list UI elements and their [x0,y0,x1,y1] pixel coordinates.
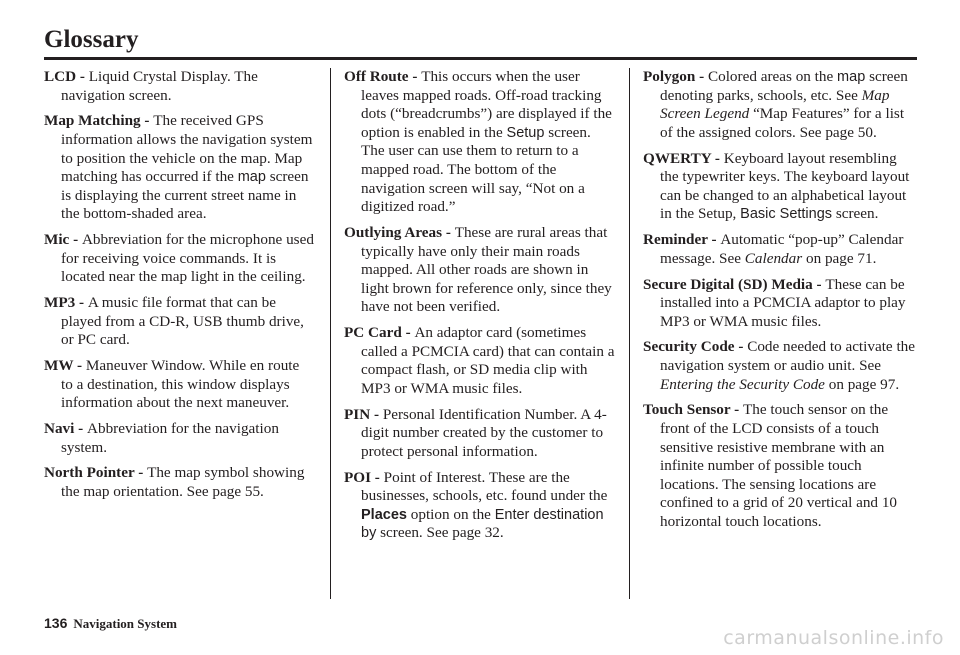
term-label: Navi - [44,420,88,438]
reference-title: Calendar [744,249,803,267]
glossary-entry-off-route [344,68,616,217]
glossary-entry-poi [344,469,616,543]
definition-text: screen. See page 32. [376,524,504,542]
glossary-entry-reminder [643,231,918,268]
definition-text: option on the [406,505,495,523]
glossary-entry-pin [344,406,616,462]
definition-text: These can be installed into a PCMCIA adaptor to play MP3 or WMA music files. [660,275,906,330]
glossary-column-1 [44,68,314,509]
screen-name: Places [361,506,407,523]
definition-text: Colored areas on the [707,68,838,85]
definition-text: Liquid Crystal Display. The navigation screen. [61,68,258,104]
term-label: Security Code - [643,338,748,356]
definition-text: The map symbol showing the map orientation. See page 55. [61,464,305,500]
definition-text: Maneuver Window. While en route to a destination, this window displays information about the next maneuver. [61,357,300,412]
glossary-entry-security-code [643,338,918,394]
definition-text: Automatic “pop-up” Calendar message. See [660,231,904,267]
definition-text: This occurs when the user leaves mapped roads. Off-road tracking dots (“breadcrumbs”) are displayed if the option is enabled in the [361,68,612,141]
screen-name: Basic Settings [740,206,833,223]
screen-name: Enter destination by [361,506,604,542]
definition-text: These are rural areas that typically have only their main roads mapped. All other roads are shown in light brown for reference only, since they have not been verified. [361,223,612,316]
definition-text: on page 71. [802,249,877,267]
title-rule [44,57,917,60]
definition-text: screen. [832,205,879,223]
definition-text: A music file format that can be played from a CD-R, USB thumb drive, or PC card. [61,294,304,349]
glossary-entry-mp3 [44,294,314,350]
glossary-entry-mic [44,231,314,287]
definition-text: screen denoting parks, schools, etc. See [660,68,908,104]
reference-title: Map Screen Legend [660,86,890,123]
term-label: Polygon - [643,68,708,85]
glossary-entry-sd-media [643,276,918,332]
glossary-entry-pc-card [344,324,616,398]
reference-title: Entering the Security Code [660,375,825,393]
term-label: Outlying Areas - [344,223,455,241]
definition-text: Abbreviation for the navigation system. [61,420,279,456]
glossary-column-3 [643,68,918,539]
definition-text: An adaptor card (sometimes called a PCMCIA card) that can contain a compact flash, or SD media clip with MP3 or WMA music files. [361,324,615,397]
definition-text: screen. The user can use them to return to a mapped road. The bottom of the navigation screen will say, “Not on a digitized road.” [361,123,591,216]
glossary-entry-lcd [44,68,314,105]
definition-text: Point of Interest. These are the businesses, schools, etc. found under the [361,468,608,505]
term-label: MW - [44,357,86,375]
glossary-entry-mw [44,357,314,413]
column-divider [629,68,630,599]
definition-text: screen is displaying the current street name in the bottom-shaded area. [61,168,309,223]
footer-section-title: Navigation System [73,616,177,631]
term-label: Reminder - [643,231,721,249]
term-label: North Pointer - [44,464,148,482]
term-label: Mic - [44,231,82,249]
term-label: Secure Digital (SD) Media - [643,275,826,293]
glossary-entry-outlying-areas [344,224,616,317]
term-label: QWERTY - [643,149,724,167]
term-label: PIN - [344,405,383,423]
definition-text: Personal Identification Number. A 4-digit number created by the customer to protect personal information. [361,405,607,460]
term-label: Touch Sensor - [643,401,744,419]
glossary-entry-polygon [643,68,918,142]
definition-text: The touch sensor on the front of the LCD consists of a touch sensitive resistive membrane with an infinite number of possible touch locations. The sensing locations are confined to a grid of 20 vertical and 10 horizontal touch locations. [660,401,898,530]
glossary-entry-navi [44,420,314,457]
glossary-entry-qwerty [643,150,918,224]
page-number: 136 [44,615,68,631]
term-label: POI - [344,468,384,486]
screen-name: map [237,169,266,186]
page-title: Glossary [44,26,139,53]
term-label: PC Card - [344,324,415,342]
glossary-entry-north-pointer [44,464,314,501]
column-divider [330,68,331,599]
page-footer [44,615,177,633]
definition-text: “Map Features” for a list of the assigned colors. See page 50. [660,105,905,141]
definition-text: The received GPS information allows the navigation system to position the vehicle on the map. Map matching has occurred if the [61,112,313,186]
term-label: Off Route - [344,68,422,85]
definition-text: Code needed to activate the navigation system or audio unit. See [660,338,916,375]
glossary-column-2 [344,68,616,550]
watermark: carmanualsonline.info [723,627,944,649]
glossary-entry-touch-sensor [643,401,918,531]
definition-text: Keyboard layout resembling the typewriter keys. The keyboard layout can be changed to an alphabetical layout in the Setup, [660,149,910,223]
screen-name: map [837,69,866,85]
term-label: LCD - [44,68,89,85]
definition-text: on page 97. [824,375,900,393]
screen-name: Setup [506,124,545,141]
definition-text: Abbreviation for the microphone used for receiving voice commands. It is located near the map light in the ceiling. [61,231,314,286]
term-label: Map Matching - [44,112,154,130]
glossary-entry-map-matching [44,112,314,224]
term-label: MP3 - [44,294,88,312]
